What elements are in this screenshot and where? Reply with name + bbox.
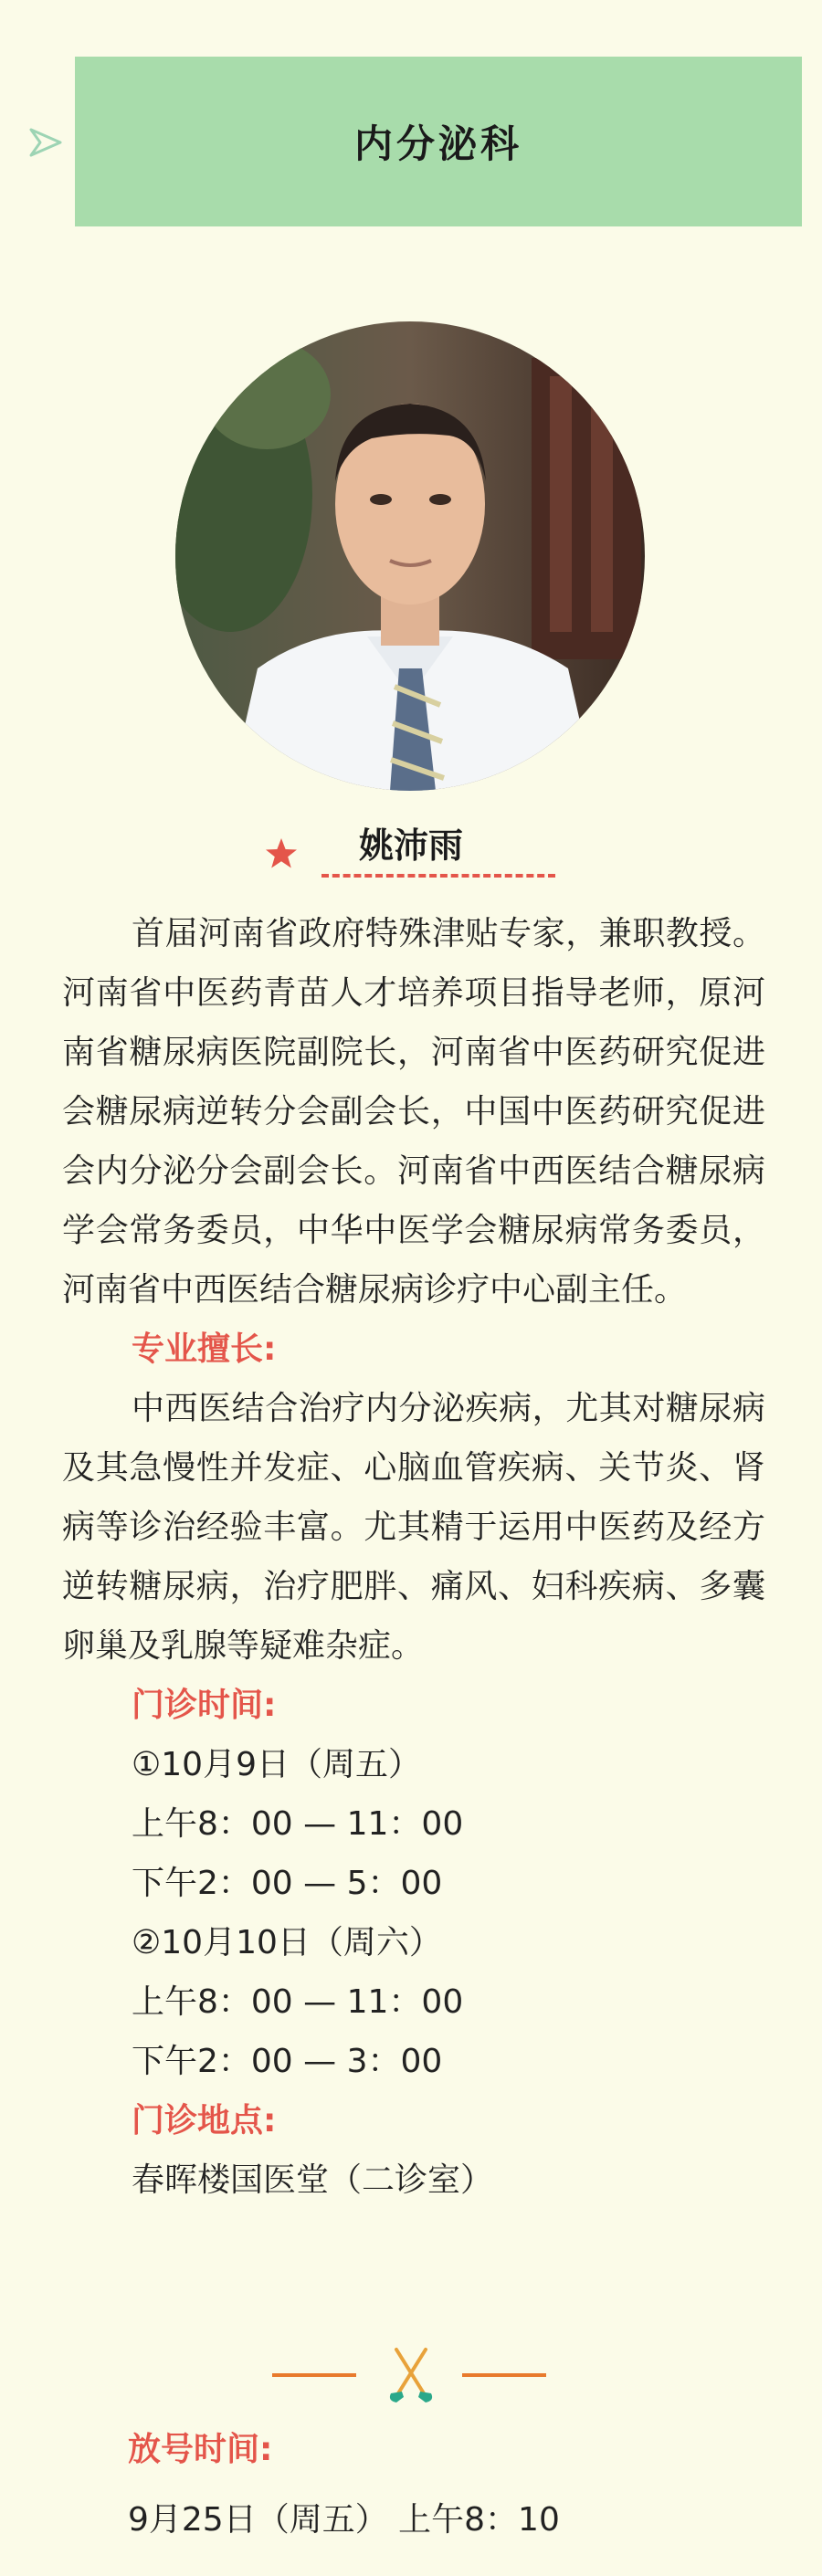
doctor-name: 姚沛雨 bbox=[358, 825, 463, 866]
doctor-profile bbox=[62, 904, 765, 2210]
clinic-time-label: 门诊时间: bbox=[132, 1687, 277, 1724]
doctor-avatar bbox=[175, 321, 645, 791]
section-divider bbox=[0, 2342, 822, 2406]
name-underline bbox=[321, 874, 555, 878]
specialty-label: 专业擅长: bbox=[132, 1330, 277, 1368]
clinic-location-value: 春晖楼国医堂（二诊室） bbox=[132, 2161, 494, 2199]
clinic-time-line: ②10月10日（周六） bbox=[132, 1924, 442, 1961]
doctor-name-row bbox=[0, 817, 822, 890]
divider-line-left bbox=[272, 2373, 356, 2377]
clinic-time-line: 上午8：00 — 11：00 bbox=[132, 1983, 464, 2021]
clinic-time-line: 下午2：00 — 3：00 bbox=[132, 2043, 443, 2080]
ticket-label: 放号时间: bbox=[128, 2431, 273, 2468]
page-title: 内分泌科 bbox=[353, 121, 522, 166]
clinic-location-label: 门诊地点: bbox=[132, 2102, 277, 2140]
specialty-text: 中西医结合治疗内分泌疾病，尤其对糖尿病及其急慢性并发症、心脑血管疾病、关节炎、肾病等诊治经验丰富。尤其精于运用中医药及经方逆转糖尿病，治疗肥胖、痛风、妇科疾病、多囊卵巢及乳腺等疑难杂症。 bbox=[62, 1390, 765, 1665]
arrow-outline-icon bbox=[27, 124, 64, 161]
ticket-value: 9月25日（周五） 上午8：10 bbox=[128, 2501, 560, 2539]
ticket-release bbox=[128, 2420, 785, 2550]
clinic-time-line: ①10月9日（周五） bbox=[132, 1746, 421, 1783]
section-header bbox=[75, 57, 802, 226]
clinic-time-line: 上午8：00 — 11：00 bbox=[132, 1805, 464, 1843]
doctor-portrait bbox=[175, 321, 645, 791]
doctor-bio: 首届河南省政府特殊津贴专家，兼职教授。河南省中医药青苗人才培养项目指导老师，原河南省糖尿病医院副院长，河南省中医药研究促进会糖尿病逆转分会副会长，中国中医药研究促进会内分泌分会副会长。河南省中西医结合糖尿病学会常务委员，中华中医学会糖尿病常务委员，河南省中西医结合糖尿病诊疗中心副主任。 bbox=[62, 915, 765, 1309]
crossed-golf-clubs-icon bbox=[384, 2346, 438, 2406]
divider-line-right bbox=[462, 2373, 546, 2377]
clinic-time-line: 下午2：00 — 5：00 bbox=[132, 1865, 443, 1902]
